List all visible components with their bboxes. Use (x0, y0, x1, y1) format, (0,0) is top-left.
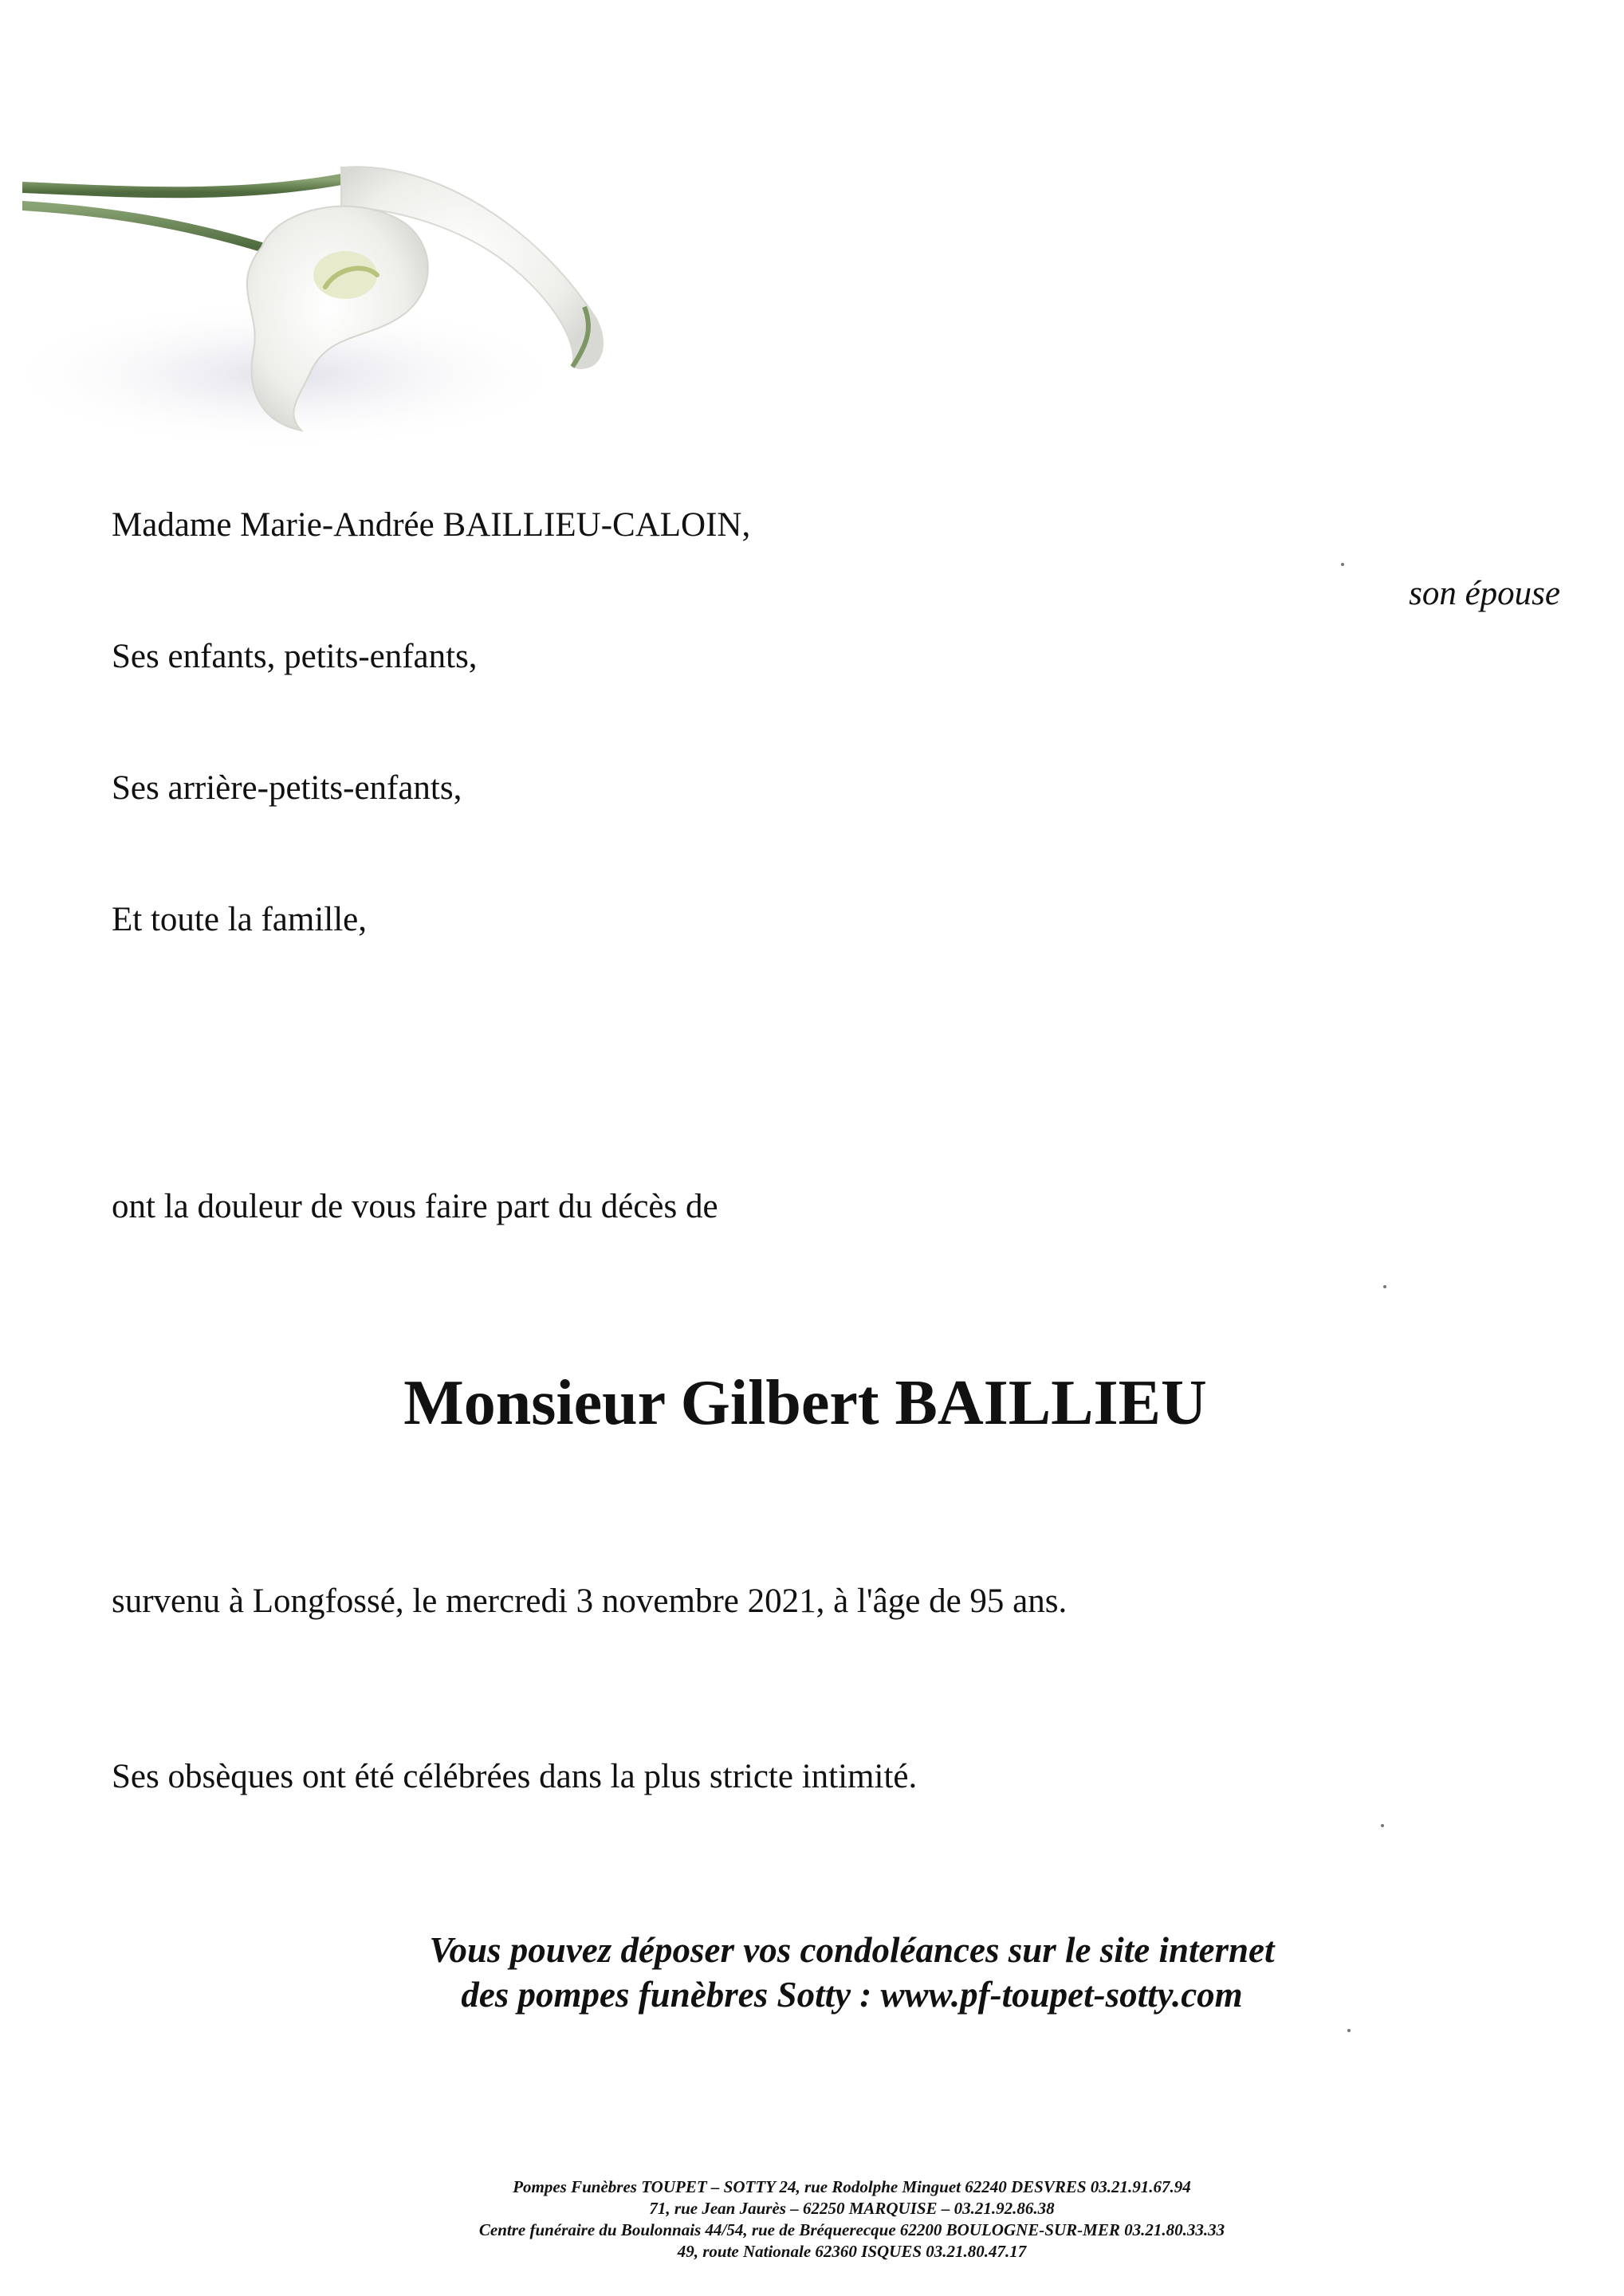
footer-line-1: Pompes Funèbres TOUPET – SOTTY 24, rue Rodolphe Minguet 62240 DESVRES 03.21.91.67.94 (513, 2177, 1191, 2196)
spouse-name: Madame Marie-Andrée BAILLIEU-CALOIN, (112, 506, 751, 544)
scan-speck (1383, 1285, 1386, 1288)
calla-lily-icon (22, 136, 628, 454)
scan-speck (1381, 1824, 1384, 1827)
family-line: Et toute la famille, (112, 901, 368, 938)
children-line: Ses enfants, petits-enfants, (112, 638, 478, 675)
spouse-role: son épouse (1409, 575, 1560, 612)
condolences-message (0, 1928, 1624, 2017)
footer-line-4: 49, route Nationale 62360 ISQUES 03.21.80.47.17 (677, 2242, 1027, 2261)
death-details: survenu à Longfossé, le mercredi 3 novembre 2021, à l'âge de 95 ans. (112, 1582, 1068, 1620)
condolences-line-2: des pompes funèbres Sotty : www.pf-toupet-sotty.com (461, 1975, 1243, 2015)
scan-speck (1347, 2029, 1351, 2032)
great-grandchildren-line: Ses arrière-petits-enfants, (112, 769, 462, 807)
deceased-name: Monsieur Gilbert BAILLIEU (403, 1368, 1207, 1438)
footer-line-3: Centre funéraire du Boulonnais 44/54, rue de Bréquerecque 62200 BOULOGNE-SUR-MER 03.21.80.33.33 (478, 2220, 1225, 2239)
footer-line-2: 71, rue Jean Jaurès – 62250 MARQUISE – 03.21.92.86.38 (649, 2199, 1055, 2218)
funeral-note: Ses obsèques ont été célébrées dans la plus stricte intimité. (112, 1758, 918, 1795)
condolences-line-1: Vous pouvez déposer vos condoléances sur le site internet (429, 1930, 1275, 1970)
announcement-line: ont la douleur de vous faire part du décès de (112, 1188, 718, 1225)
funeral-home-footer (0, 2176, 1624, 2263)
scan-speck (1341, 563, 1344, 566)
